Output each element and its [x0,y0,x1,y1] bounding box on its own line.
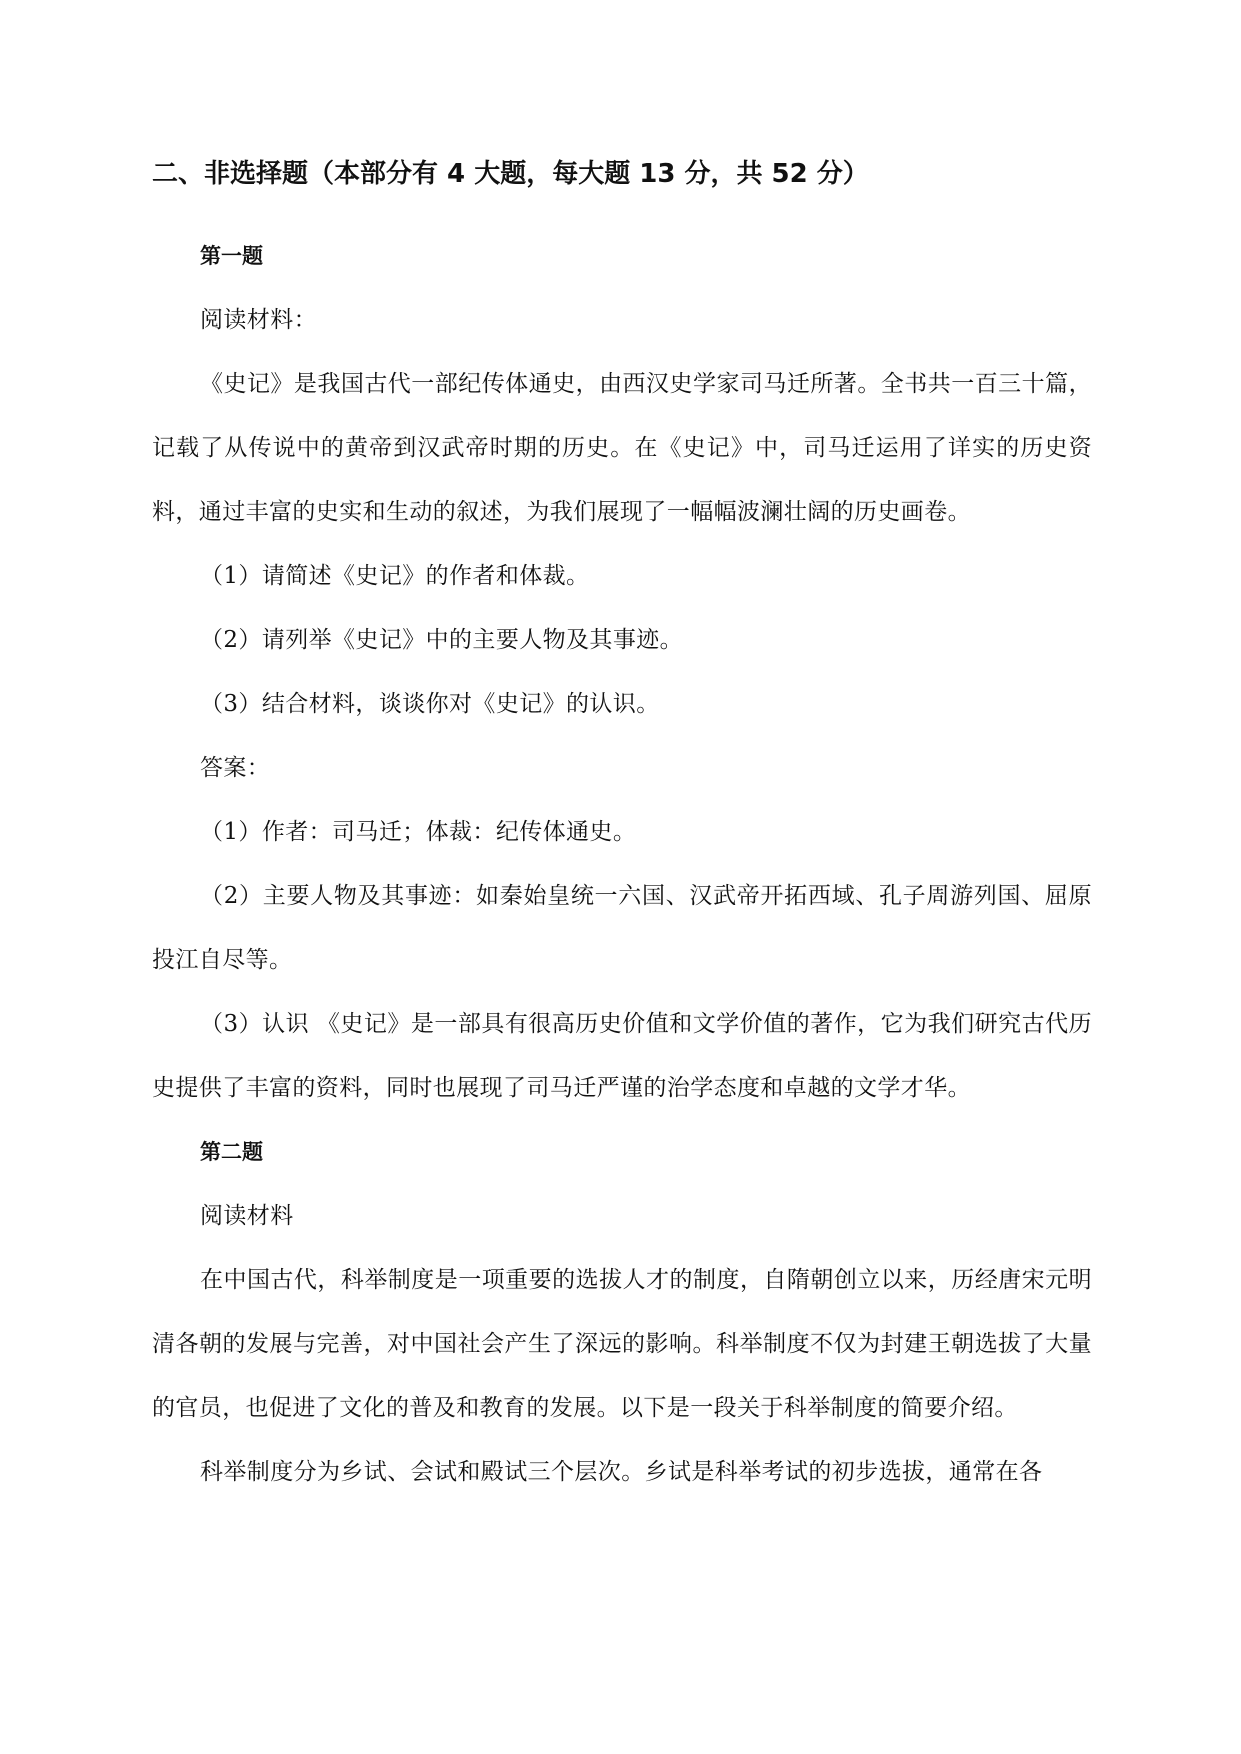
question-1-sub-question-2: （2）请列举《史记》中的主要人物及其事迹。 [200,627,684,653]
question-2-material: 在中国古代，科举制度是一项重要的选拔人才的制度，自隋朝创立以来，历经唐宋元明清各朝的发展与完善，对中国社会产生了深远的影响。科举制度不仅为封建王朝选拔了大量的官员，也促进了文化的普及和教育的发展。以下是一段关于科举制度的简要介绍。 [152,1267,1092,1421]
question-1-material: 《史记》是我国古代一部纪传体通史，由西汉史学家司马迁所著。全书共一百三十篇，记载了从传说中的黄帝到汉武帝时期的历史。在《史记》中，司马迁运用了详实的历史资料，通过丰富的史实和生动的叙述，为我们展现了一幅幅波澜壮阔的历史画卷。 [152,371,1092,525]
question-1-title: 第一题 [200,244,263,268]
document-content [152,150,1092,1504]
question-1-answer-1: （1）作者：司马迁；体裁：纪传体通史。 [200,819,637,845]
question-2 [152,1120,1092,1504]
question-1-material-label: 阅读材料： [200,307,317,333]
question-1-sub-question-3: （3）结合材料，谈谈你对《史记》的认识。 [200,691,660,717]
question-1 [152,224,1092,1120]
question-1-answer-label: 答案： [200,755,271,781]
question-1-answer-2: （2）主要人物及其事迹：如秦始皇统一六国、汉武帝开拓西域、孔子周游列国、屈原投江自尽等。 [152,883,1092,973]
question-2-title: 第二题 [200,1140,263,1164]
section-heading: 二、非选择题（本部分有 4 大题，每大题 13 分，共 52 分） [152,159,869,189]
question-2-material-continued: 科举制度分为乡试、会试和殿试三个层次。乡试是科举考试的初步选拔，通常在各 [200,1459,1043,1485]
question-2-material-label: 阅读材料 [200,1203,294,1229]
question-1-answer-3: （3）认识 《史记》是一部具有很高历史价值和文学价值的著作，它为我们研究古代历史提供了丰富的资料，同时也展现了司马迁严谨的治学态度和卓越的文学才华。 [152,1011,1092,1101]
question-1-sub-question-1: （1）请简述《史记》的作者和体裁。 [200,563,590,589]
